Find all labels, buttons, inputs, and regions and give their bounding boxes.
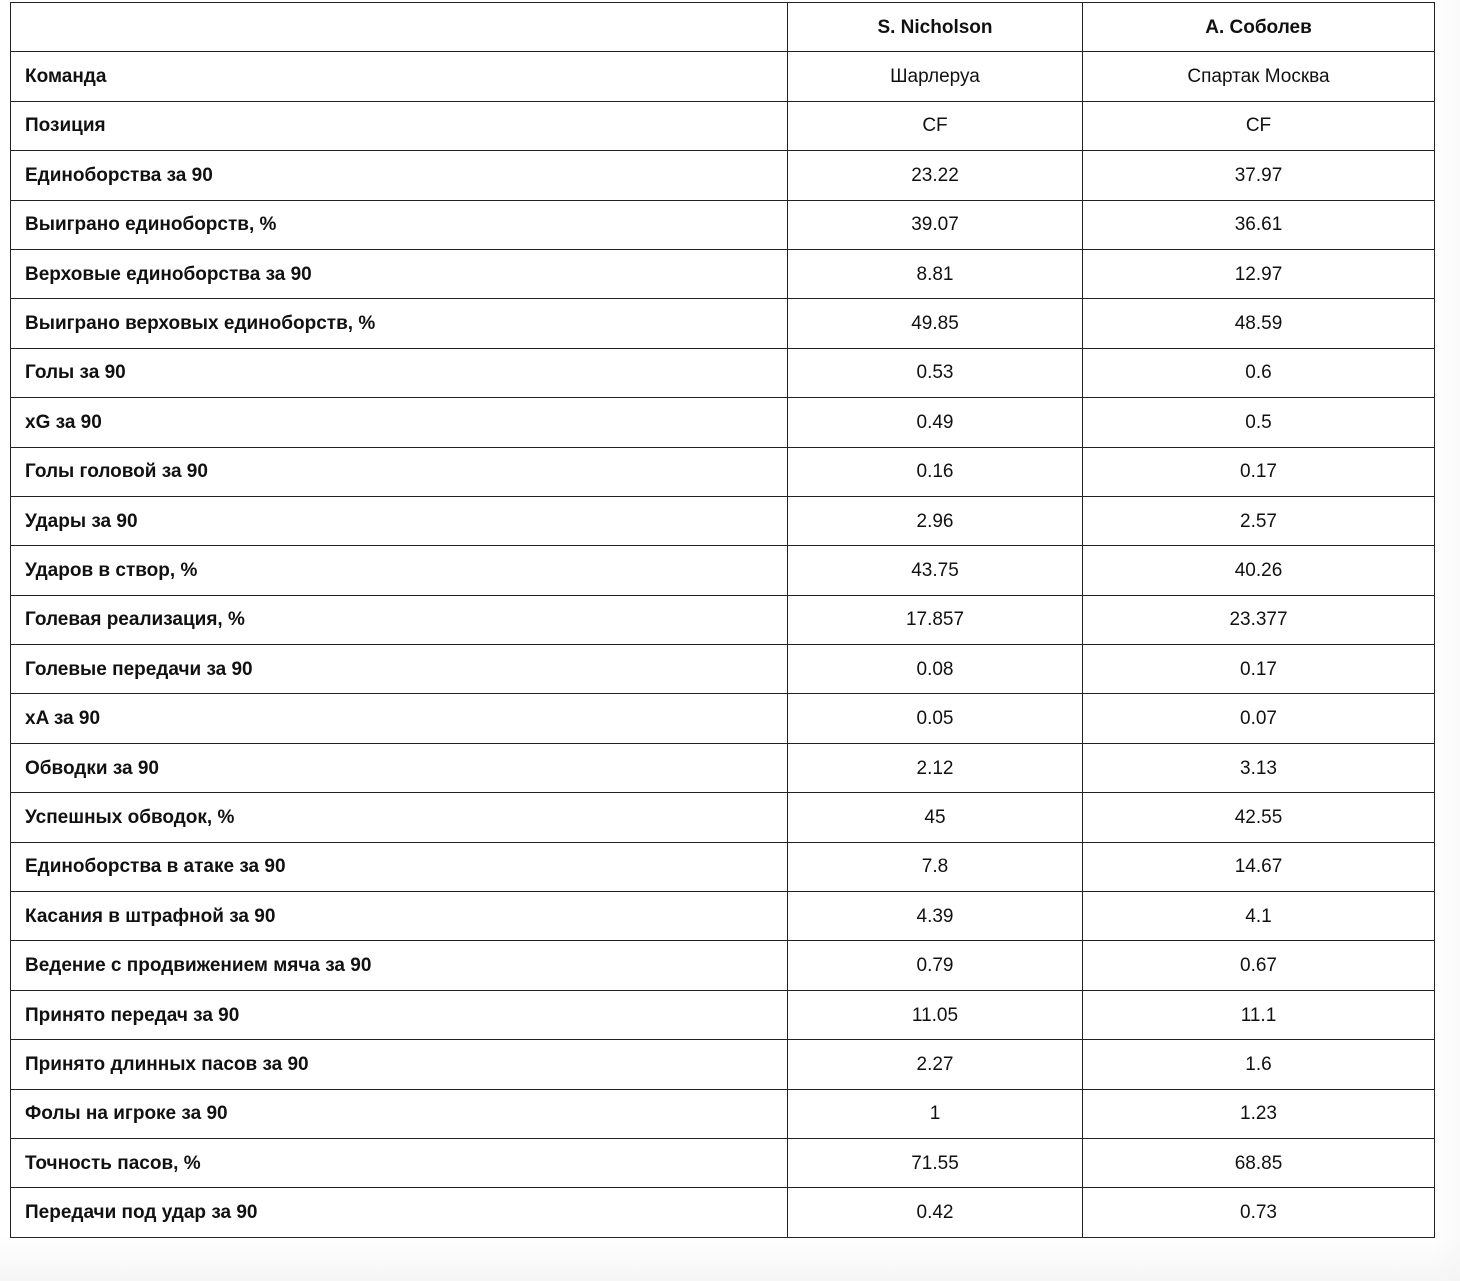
row-metric-label: Единоборства в атаке за 90	[11, 842, 788, 891]
table-row	[11, 200, 1435, 249]
row-value-player-1: 71.55	[788, 1138, 1083, 1187]
row-metric-label: Выиграно верховых единоборств, %	[11, 299, 788, 348]
row-metric-label: xA за 90	[11, 694, 788, 743]
row-value-player-1: 2.12	[788, 743, 1083, 792]
row-value-player-2: 1.6	[1083, 1040, 1435, 1089]
row-value-player-2: Спартак Москва	[1083, 52, 1435, 101]
row-metric-label: Принято передач за 90	[11, 990, 788, 1039]
row-value-player-1: 7.8	[788, 842, 1083, 891]
row-value-player-1: 0.08	[788, 645, 1083, 694]
row-value-player-1: 1	[788, 1089, 1083, 1138]
row-metric-label: Голы за 90	[11, 348, 788, 397]
table-row	[11, 941, 1435, 990]
header-row	[11, 3, 1435, 52]
row-metric-label: Принято длинных пасов за 90	[11, 1040, 788, 1089]
row-metric-label: Голы головой за 90	[11, 447, 788, 496]
row-value-player-2: 68.85	[1083, 1138, 1435, 1187]
row-metric-label: Ударов в створ, %	[11, 546, 788, 595]
row-value-player-1: 8.81	[788, 249, 1083, 298]
row-value-player-1: 11.05	[788, 990, 1083, 1039]
table-row	[11, 1188, 1435, 1237]
row-value-player-2: 3.13	[1083, 743, 1435, 792]
row-value-player-2: 4.1	[1083, 892, 1435, 941]
row-value-player-1: CF	[788, 101, 1083, 150]
table-row	[11, 447, 1435, 496]
row-metric-label: Фолы на игроке за 90	[11, 1089, 788, 1138]
row-value-player-1: 23.22	[788, 151, 1083, 200]
row-value-player-1: 0.16	[788, 447, 1083, 496]
row-value-player-2: CF	[1083, 101, 1435, 150]
row-value-player-1: 0.53	[788, 348, 1083, 397]
row-value-player-2: 0.6	[1083, 348, 1435, 397]
row-value-player-1: 4.39	[788, 892, 1083, 941]
table-row	[11, 348, 1435, 397]
table-row	[11, 546, 1435, 595]
row-metric-label: Обводки за 90	[11, 743, 788, 792]
row-value-player-1: 45	[788, 793, 1083, 842]
row-value-player-1: 43.75	[788, 546, 1083, 595]
table-row	[11, 101, 1435, 150]
row-metric-label: Верховые единоборства за 90	[11, 249, 788, 298]
row-value-player-1: 2.96	[788, 496, 1083, 545]
table-row	[11, 694, 1435, 743]
table-row	[11, 1089, 1435, 1138]
row-value-player-1: 0.05	[788, 694, 1083, 743]
row-value-player-1: 17.857	[788, 595, 1083, 644]
row-value-player-2: 2.57	[1083, 496, 1435, 545]
row-value-player-2: 0.67	[1083, 941, 1435, 990]
row-value-player-1: 0.79	[788, 941, 1083, 990]
row-value-player-2: 14.67	[1083, 842, 1435, 891]
row-value-player-2: 1.23	[1083, 1089, 1435, 1138]
row-value-player-1: 39.07	[788, 200, 1083, 249]
row-metric-label: Выиграно единоборств, %	[11, 200, 788, 249]
player-comparison-table	[10, 2, 1435, 1238]
row-metric-label: Голевые передачи за 90	[11, 645, 788, 694]
table-row	[11, 990, 1435, 1039]
row-value-player-1: 0.49	[788, 398, 1083, 447]
row-value-player-2: 36.61	[1083, 200, 1435, 249]
table-row	[11, 645, 1435, 694]
table-row	[11, 398, 1435, 447]
table-row	[11, 595, 1435, 644]
table-row	[11, 299, 1435, 348]
row-value-player-1: Шарлеруа	[788, 52, 1083, 101]
header-corner-cell	[11, 3, 788, 52]
row-metric-label: Удары за 90	[11, 496, 788, 545]
right-fade-overlay	[1434, 0, 1460, 1281]
bottom-fade-overlay	[0, 1236, 1460, 1281]
row-value-player-2: 37.97	[1083, 151, 1435, 200]
table-row	[11, 842, 1435, 891]
row-metric-label: Голевая реализация, %	[11, 595, 788, 644]
row-metric-label: Ведение с продвижением мяча за 90	[11, 941, 788, 990]
row-value-player-1: 49.85	[788, 299, 1083, 348]
row-metric-label: xG за 90	[11, 398, 788, 447]
row-metric-label: Касания в штрафной за 90	[11, 892, 788, 941]
table-row	[11, 1138, 1435, 1187]
row-value-player-2: 0.17	[1083, 447, 1435, 496]
row-value-player-2: 0.73	[1083, 1188, 1435, 1237]
row-value-player-2: 23.377	[1083, 595, 1435, 644]
table-body	[11, 52, 1435, 1237]
row-metric-label: Передачи под удар за 90	[11, 1188, 788, 1237]
table-header	[11, 3, 1435, 52]
row-value-player-2: 0.5	[1083, 398, 1435, 447]
table-row	[11, 892, 1435, 941]
row-metric-label: Успешных обводок, %	[11, 793, 788, 842]
table-row	[11, 151, 1435, 200]
row-value-player-2: 12.97	[1083, 249, 1435, 298]
row-value-player-1: 0.42	[788, 1188, 1083, 1237]
row-value-player-1: 2.27	[788, 1040, 1083, 1089]
header-player-2: А. Соболев	[1083, 3, 1435, 52]
table-row	[11, 1040, 1435, 1089]
table-row	[11, 743, 1435, 792]
row-value-player-2: 0.07	[1083, 694, 1435, 743]
table-row	[11, 249, 1435, 298]
row-value-player-2: 48.59	[1083, 299, 1435, 348]
table-row	[11, 52, 1435, 101]
row-value-player-2: 0.17	[1083, 645, 1435, 694]
row-value-player-2: 11.1	[1083, 990, 1435, 1039]
table-row	[11, 496, 1435, 545]
row-metric-label: Точность пасов, %	[11, 1138, 788, 1187]
table-row	[11, 793, 1435, 842]
row-metric-label: Команда	[11, 52, 788, 101]
header-player-1: S. Nicholson	[788, 3, 1083, 52]
row-metric-label: Позиция	[11, 101, 788, 150]
row-metric-label: Единоборства за 90	[11, 151, 788, 200]
row-value-player-2: 42.55	[1083, 793, 1435, 842]
row-value-player-2: 40.26	[1083, 546, 1435, 595]
